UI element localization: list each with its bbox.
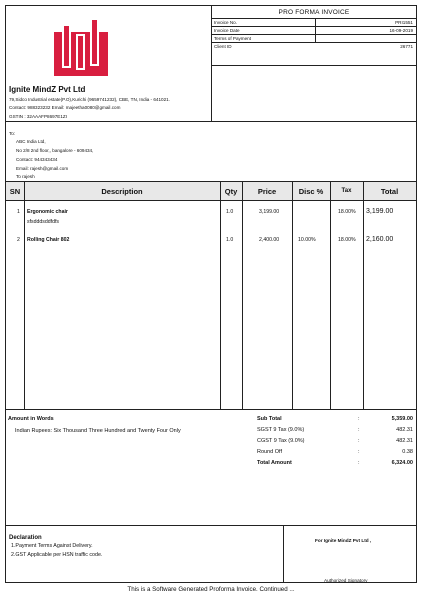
round-off-label: Round Off <box>257 449 282 455</box>
row2-disc: 10.00% <box>298 237 316 243</box>
row1-tax: 18.00% <box>338 209 356 215</box>
items-table <box>6 182 416 410</box>
company-gstin: GSTIN : 32AAAFP8697E1ZI <box>9 114 67 119</box>
header-description: Description <box>101 187 143 196</box>
footer-note: This is a Software Generated Proforma Invoice. Continued ... <box>127 586 295 593</box>
round-off-sep: : <box>358 449 360 455</box>
row1-description: Ergonomic chair <box>27 209 68 215</box>
subtotal-sep: : <box>358 416 360 422</box>
amount-in-words-heading: Amount in Words <box>8 416 54 422</box>
invoice-fields <box>212 19 416 66</box>
amount-in-words-text: Indian Rupees: Six Thousand Three Hundred and Twenty Four Only <box>15 428 181 434</box>
invoice-no-value: PRI1551 <box>395 20 413 25</box>
cgst-value: 482.31 <box>396 438 413 444</box>
invoice-field-row <box>212 43 416 53</box>
client-id-label: Client ID <box>214 44 232 49</box>
invoice-field-row <box>212 27 416 35</box>
header-qty: Qty <box>224 187 238 196</box>
row1-total: 3,199.00 <box>366 208 394 215</box>
recipient-attn: To rajesh <box>16 174 35 179</box>
to-label: To: <box>9 131 16 136</box>
invoice-field-row <box>212 19 416 27</box>
round-off-value: 0.38 <box>402 449 413 455</box>
row2-price: 2,400.00 <box>259 237 280 243</box>
header-sn: SN <box>9 187 21 196</box>
row2-tax: 18.00% <box>338 237 356 243</box>
subtotal-value: 5,359.00 <box>391 416 413 422</box>
recipient-block <box>6 122 416 182</box>
declaration-block <box>6 526 416 583</box>
declaration-line-1: 1.Payment Terms Against Delivery. <box>11 543 93 549</box>
row1-qty: 1.0 <box>226 209 234 215</box>
row1-description-detail: sfsdddsddfdfs <box>27 219 60 225</box>
declaration-terms <box>6 526 284 583</box>
for-company: For Ignite MindZ Pvt Ltd , <box>315 538 372 543</box>
header-tax: Tax <box>341 188 352 194</box>
invoice-field-row <box>212 35 416 43</box>
declaration-line-2: 2.GST Applicable per HSN traffic code. <box>11 552 103 558</box>
recipient-address: No 2/8 2nd floor,, bangalore - 609434, <box>16 148 94 153</box>
sgst-label: SGST 9 Tax (9.0%) <box>257 427 305 433</box>
client-id-value: 26771 <box>400 44 413 49</box>
row2-sn: 2 <box>17 237 20 243</box>
row1-sn: 1 <box>17 209 20 215</box>
company-block <box>6 6 211 122</box>
invoice-date-label: Invoice Date <box>214 28 240 33</box>
cgst-label: CGST 9 Tax (9.0%) <box>257 438 305 444</box>
header-total: Total <box>380 187 399 196</box>
company-logo-icon <box>54 18 108 76</box>
row2-total: 2,160.00 <box>366 236 394 243</box>
totals-block <box>6 410 416 526</box>
invoice-sheet <box>5 5 417 583</box>
total-amount-value: 6,324.00 <box>391 460 413 466</box>
recipient-contact: Contact: 944343434 <box>16 157 58 162</box>
invoice-no-label: Invoice No. <box>214 20 237 25</box>
company-contact: Contact: 988323232 Email: majeetha0080@gmail.com <box>9 105 121 110</box>
total-amount-sep: : <box>358 460 360 466</box>
invoice-date-value: 16-09-2019 <box>389 28 413 33</box>
recipient-email: Email: rajesh@gmail.com <box>16 166 69 171</box>
sgst-value: 482.31 <box>396 427 413 433</box>
company-address: 79,Sidco Industrial estate(P.O),Kurichi (9659741232), CBE, TN, India - 641021. <box>9 97 170 102</box>
company-name: Ignite MindZ Pvt Ltd <box>9 85 86 94</box>
invoice-title: PRO FORMA INVOICE <box>212 6 416 19</box>
row2-description: Rolling Chair 802 <box>27 237 70 243</box>
header-disc: Disc % <box>298 187 324 196</box>
authorized-signatory: Authorized Signatory <box>324 578 368 583</box>
row1-price: 3,199.00 <box>259 209 280 215</box>
invoice-meta <box>211 6 416 122</box>
declaration-heading: Declaration <box>9 535 42 541</box>
terms-of-payment-label: Terms of Payment <box>214 36 252 41</box>
invoice-header <box>6 6 416 122</box>
subtotal-label: Sub Total <box>257 416 282 422</box>
cgst-sep: : <box>358 438 360 444</box>
header-price: Price <box>257 187 277 196</box>
sgst-sep: : <box>358 427 360 433</box>
row2-qty: 1.0 <box>226 237 234 243</box>
total-amount-label: Total Amount <box>257 460 292 466</box>
table-header <box>6 182 416 201</box>
recipient-name: ABC India Ltd, <box>16 139 46 144</box>
